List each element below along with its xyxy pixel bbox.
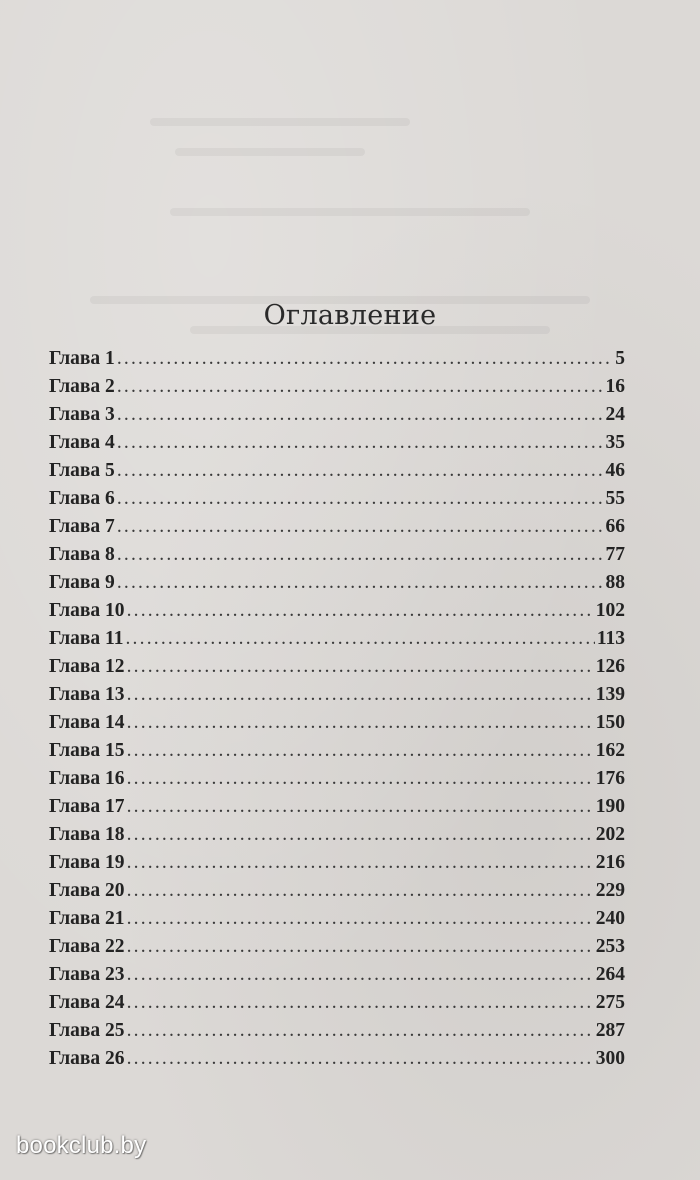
toc-entry-page-number: 88 <box>605 572 625 593</box>
toc-entry-page-number: 46 <box>605 460 625 481</box>
toc-entry-page-number: 229 <box>595 880 625 901</box>
toc-entry-label: Глава 12 <box>49 656 125 677</box>
toc-entry-label: Глава 24 <box>49 992 125 1013</box>
toc-entry-label: Глава 15 <box>49 740 125 761</box>
toc-leader-dots <box>117 348 613 370</box>
toc-leader-dots <box>117 516 604 538</box>
toc-entry <box>49 964 625 992</box>
toc-entry <box>49 572 625 600</box>
toc-entry-label: Глава 20 <box>49 880 125 901</box>
toc-entry-page-number: 150 <box>595 712 625 733</box>
toc-entry-label: Глава 4 <box>49 432 115 453</box>
toc-title: Оглавление <box>263 300 437 332</box>
toc-entry-label: Глава 6 <box>49 488 115 509</box>
toc-entry-label: Глава 9 <box>49 572 115 593</box>
toc-leader-dots <box>117 432 604 454</box>
toc-leader-dots <box>117 544 604 566</box>
toc-entry-label: Глава 7 <box>49 516 115 537</box>
toc-leader-dots <box>127 1020 594 1042</box>
toc-entry <box>49 992 625 1020</box>
toc-entry-page-number: 176 <box>595 768 625 789</box>
toc-entry-page-number: 35 <box>605 432 625 453</box>
toc-entry-page-number: 139 <box>595 684 625 705</box>
toc-entry <box>49 740 625 768</box>
toc-leader-dots <box>127 1048 594 1070</box>
toc-entry <box>49 936 625 964</box>
toc-leader-dots <box>117 376 604 398</box>
toc-entry-label: Глава 17 <box>49 796 125 817</box>
show-through-line <box>175 148 365 156</box>
toc-entry-page-number: 55 <box>605 488 625 509</box>
toc-entry-label: Глава 19 <box>49 852 125 873</box>
toc-leader-dots <box>127 964 594 986</box>
toc-entry-page-number: 24 <box>605 404 625 425</box>
toc-entry-label: Глава 1 <box>49 348 115 369</box>
watermark-text: bookclub.by <box>16 1132 147 1159</box>
toc-leader-dots <box>127 656 594 678</box>
toc-entry-label: Глава 22 <box>49 936 125 957</box>
toc-entry-label: Глава 25 <box>49 1020 125 1041</box>
toc-entry-label: Глава 16 <box>49 768 125 789</box>
toc-entry-label: Глава 5 <box>49 460 115 481</box>
toc-entry-label: Глава 14 <box>49 712 125 733</box>
toc-entry-page-number: 240 <box>595 908 625 929</box>
toc-entry <box>49 880 625 908</box>
toc-leader-dots <box>127 684 594 706</box>
toc-entry-page-number: 16 <box>605 376 625 397</box>
toc-entry-page-number: 77 <box>605 544 625 565</box>
toc-leader-dots <box>127 936 594 958</box>
toc-entry <box>49 1048 625 1076</box>
toc-entry <box>49 348 625 376</box>
toc-entry <box>49 796 625 824</box>
toc-entry-page-number: 113 <box>596 628 625 649</box>
toc-entry <box>49 460 625 488</box>
toc-entry-label: Глава 10 <box>49 600 125 621</box>
toc-entry-page-number: 264 <box>595 964 625 985</box>
toc-leader-dots <box>127 796 594 818</box>
toc-entry-page-number: 102 <box>595 600 625 621</box>
toc-entry <box>49 712 625 740</box>
show-through-line <box>170 208 530 216</box>
toc-leader-dots <box>127 992 594 1014</box>
toc-entry-label: Глава 2 <box>49 376 115 397</box>
toc-leader-dots <box>117 572 604 594</box>
toc-entry <box>49 516 625 544</box>
toc-entry-page-number: 287 <box>595 1020 625 1041</box>
toc-entry-page-number: 190 <box>595 796 625 817</box>
toc-entry-page-number: 162 <box>595 740 625 761</box>
toc-list <box>49 348 625 1076</box>
toc-entry <box>49 852 625 880</box>
toc-entry-page-number: 126 <box>595 656 625 677</box>
toc-leader-dots <box>127 600 594 622</box>
toc-entry-page-number: 216 <box>595 852 625 873</box>
toc-entry <box>49 1020 625 1048</box>
toc-entry-label: Глава 26 <box>49 1048 125 1069</box>
toc-leader-dots <box>117 404 604 426</box>
toc-entry <box>49 768 625 796</box>
toc-leader-dots <box>127 740 594 762</box>
toc-entry-page-number: 275 <box>595 992 625 1013</box>
toc-leader-dots <box>127 712 594 734</box>
toc-entry-page-number: 300 <box>595 1048 625 1069</box>
toc-leader-dots <box>127 852 594 874</box>
show-through-line <box>150 118 410 126</box>
toc-leader-dots <box>127 908 594 930</box>
toc-entry-label: Глава 23 <box>49 964 125 985</box>
toc-entry-page-number: 66 <box>605 516 625 537</box>
toc-entry-label: Глава 13 <box>49 684 125 705</box>
toc-entry-page-number: 253 <box>595 936 625 957</box>
toc-entry <box>49 656 625 684</box>
toc-entry <box>49 376 625 404</box>
toc-entry <box>49 908 625 936</box>
toc-entry-label: Глава 8 <box>49 544 115 565</box>
toc-entry <box>49 684 625 712</box>
toc-entry-label: Глава 18 <box>49 824 125 845</box>
toc-entry-label: Глава 11 <box>49 628 124 649</box>
toc-entry <box>49 628 625 656</box>
toc-entry <box>49 600 625 628</box>
toc-entry <box>49 824 625 852</box>
toc-leader-dots <box>127 768 594 790</box>
toc-leader-dots <box>117 488 604 510</box>
toc-leader-dots <box>117 460 604 482</box>
toc-entry-page-number: 202 <box>595 824 625 845</box>
toc-leader-dots <box>125 628 594 650</box>
toc-entry <box>49 404 625 432</box>
toc-entry-label: Глава 3 <box>49 404 115 425</box>
toc-leader-dots <box>127 880 594 902</box>
toc-leader-dots <box>127 824 594 846</box>
toc-entry <box>49 544 625 572</box>
toc-entry-label: Глава 21 <box>49 908 125 929</box>
toc-entry-page-number: 5 <box>615 348 625 369</box>
toc-entry <box>49 488 625 516</box>
toc-entry <box>49 432 625 460</box>
